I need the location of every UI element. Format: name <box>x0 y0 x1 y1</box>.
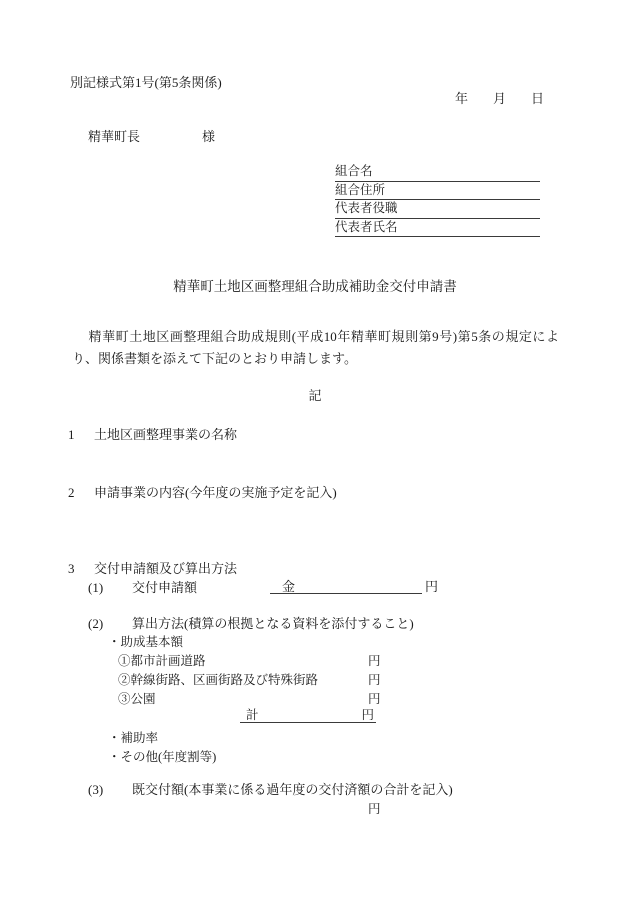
calc-row-2-currency: 円 <box>368 673 381 687</box>
application-amount-currency: 円 <box>425 579 439 594</box>
amount-prefix: 金 <box>282 579 296 594</box>
item-1-label: 土地区画整理事業の名称 <box>94 427 238 442</box>
item-3-number: 3 <box>68 561 75 576</box>
calc-row-1-currency: 円 <box>368 654 381 668</box>
field-representative-name[interactable]: 代表者氏名 <box>335 219 540 238</box>
subitem-2 <box>88 613 414 632</box>
document-title: 精華町土地区画整理組合助成補助金交付申請書 <box>173 279 457 294</box>
date-day-label: 日 <box>531 91 545 106</box>
field-union-name[interactable]: 組合名 <box>335 163 540 182</box>
calc-total-currency: 円 <box>361 708 374 722</box>
addressee-line <box>88 126 215 145</box>
item-3 <box>68 558 237 577</box>
calc-row-1-label: ①都市計画道路 <box>118 654 206 668</box>
already-granted-currency: 円 <box>368 802 381 816</box>
bullet-other: ・その他(年度割等) <box>108 750 217 764</box>
ki-marker: 記 <box>308 388 322 403</box>
calc-total-field[interactable] <box>240 705 376 723</box>
addressee-name: 精華町長 <box>88 129 141 144</box>
calc-total-label: 計 <box>246 708 259 722</box>
subitem-1 <box>88 577 197 596</box>
subitem-3-label: 既交付額(本事業に係る過年度の交付済額の合計を記入) <box>132 782 453 797</box>
item-2-label: 申請事業の内容(今年度の実施予定を記入) <box>94 485 337 500</box>
item-1-number: 1 <box>68 427 75 442</box>
field-representative-title[interactable]: 代表者役職 <box>335 200 540 219</box>
subitem-3-marker: (3) <box>88 782 104 797</box>
form-number: 別記様式第1号(第5条関係) <box>70 75 222 90</box>
calc-row-3-currency: 円 <box>368 692 381 706</box>
date-line <box>455 88 544 107</box>
item-1 <box>68 424 237 443</box>
calc-row-2-label: ②幹線街路、区画街路及び特殊街路 <box>118 673 319 687</box>
addressee-honorific: 様 <box>202 129 216 144</box>
calc-row-3-label: ③公園 <box>118 692 156 706</box>
bullet-subsidy-rate: ・補助率 <box>108 731 159 745</box>
bullet-basic-amount: ・助成基本額 <box>108 635 184 649</box>
subitem-1-label: 交付申請額 <box>132 580 198 595</box>
intro-paragraph <box>72 326 559 370</box>
subitem-1-marker: (1) <box>88 580 104 595</box>
date-year-label: 年 <box>455 91 469 106</box>
item-3-label: 交付申請額及び算出方法 <box>94 561 238 576</box>
application-amount-field[interactable] <box>270 576 422 594</box>
field-union-address[interactable]: 組合住所 <box>335 182 540 201</box>
item-2-number: 2 <box>68 485 75 500</box>
date-month-label: 月 <box>493 91 507 106</box>
intro-text: 精華町土地区画整理組合助成規則(平成10年精華町規則第9号)第5条の規定により、関係書類を添えて下記のとおり申請します。 <box>72 329 559 366</box>
item-2 <box>68 482 337 501</box>
applicant-fields <box>335 163 540 237</box>
subitem-2-label: 算出方法(積算の根拠となる資料を添付すること) <box>132 616 414 631</box>
subitem-3 <box>88 779 453 798</box>
subitem-2-marker: (2) <box>88 616 104 631</box>
